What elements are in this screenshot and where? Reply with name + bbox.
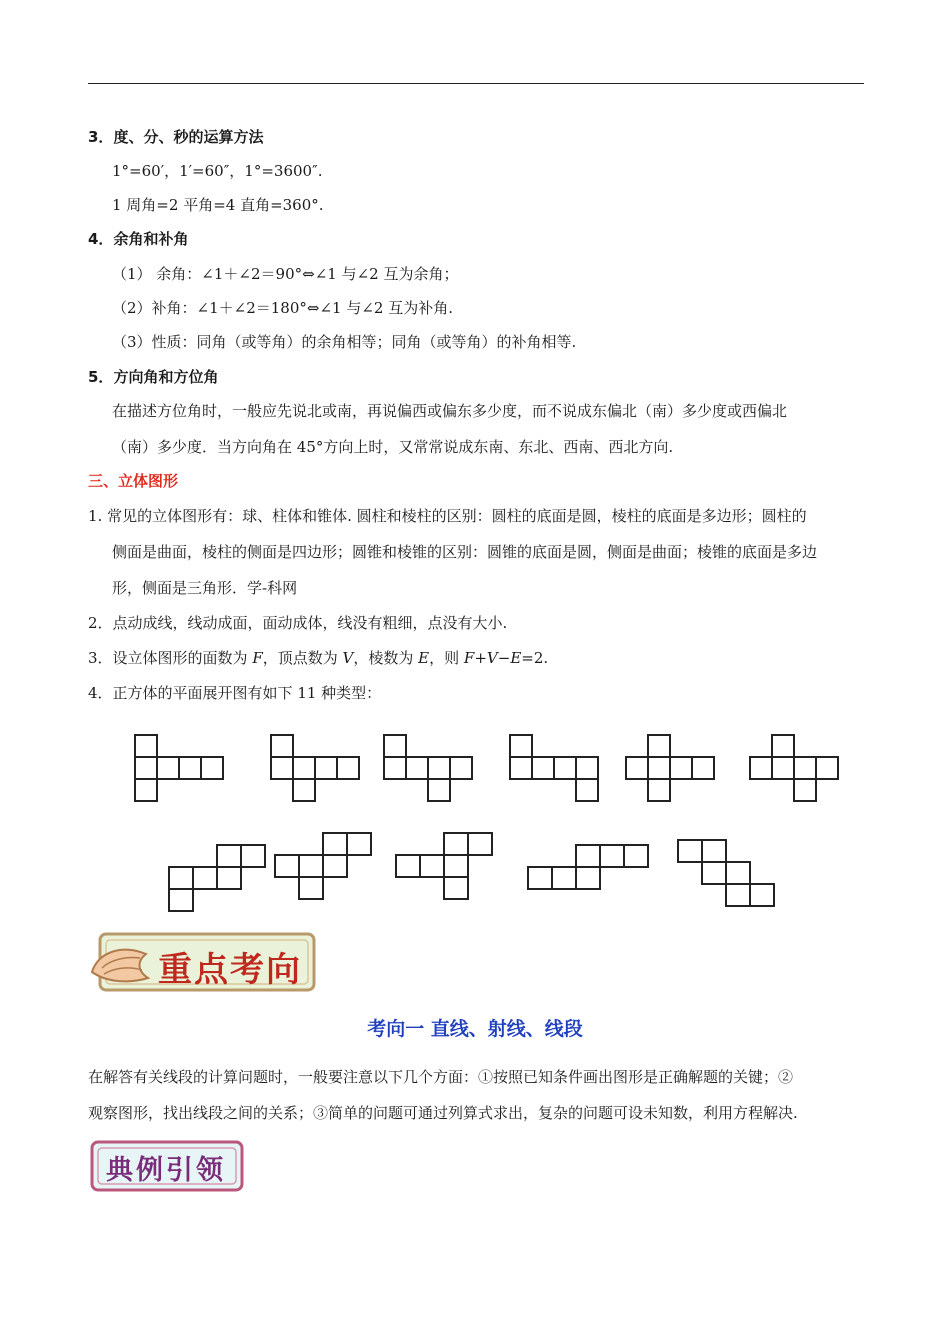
example-banner-title: 典例引领 xyxy=(106,1155,226,1186)
cube-net-11 xyxy=(678,840,774,906)
p3-line: 3．设立体图形的面数为 F，顶点数为 V，棱数为 E，则 F+V−E=2. xyxy=(88,649,549,667)
cube-net-7 xyxy=(169,845,265,911)
conch-shell-icon xyxy=(88,938,152,988)
s3-heading: 3．度、分、秒的运算方法 xyxy=(88,128,264,146)
p1-line3: 形，侧面是三角形．学-科网 xyxy=(112,579,298,597)
cube-net-9 xyxy=(396,833,492,899)
cube-net-4 xyxy=(510,735,598,801)
topic1-line2: 观察图形，找出线段之间的关系；③简单的问题可通过列算式求出，复杂的问题可设未知数，利用方程解决. xyxy=(88,1104,798,1122)
p1-line1: 1. 常见的立体图形有：球、柱体和锥体. 圆柱和棱柱的区别：圆柱的底面是圆，棱柱的底面是多边形；圆柱的 xyxy=(88,507,807,525)
cube-net-3 xyxy=(384,735,472,801)
topic1-title: 考向一 直线、射线、线段 xyxy=(367,1018,583,1040)
focus-banner xyxy=(88,930,318,994)
s3-line2: 1 周角=2 平角=4 直角=360°. xyxy=(112,196,324,214)
topic1-line1: 在解答有关线段的计算问题时，一般要注意以下几个方面：①按照已知条件画出图形是正确解题的关键；② xyxy=(88,1068,794,1086)
p1-line2: 侧面是曲面，棱柱的侧面是四边形；圆锥和棱锥的区别：圆锥的底面是圆，侧面是曲面；棱锥的底面是多边 xyxy=(112,543,818,561)
s4-line3: （3）性质：同角（或等角）的余角相等；同角（或等角）的补角相等. xyxy=(112,333,577,351)
s4-heading: 4．余角和补角 xyxy=(88,230,189,248)
focus-banner-title: 重点考向 xyxy=(158,950,302,990)
p2-line: 2．点动成线，线动成面，面动成体，线没有粗细，点没有大小. xyxy=(88,614,508,632)
example-banner xyxy=(88,1138,246,1194)
s5-heading: 5．方向角和方位角 xyxy=(88,368,219,386)
cube-net-6 xyxy=(750,735,838,801)
s4-line1: （1） 余角：∠1＋∠2＝90°⇔∠1 与∠2 互为余角； xyxy=(112,265,459,283)
cube-net-8 xyxy=(275,833,371,899)
section3-title: 三、立体图形 xyxy=(88,472,179,490)
s3-line1: 1°=60′，1′=60″，1°=3600″. xyxy=(112,162,323,180)
cube-net-10 xyxy=(528,845,648,889)
s5-line1: 在描述方位角时，一般应先说北或南，再说偏西或偏东多少度，而不说成东偏北（南）多少度或西偏北 xyxy=(112,402,788,420)
s5-line2: （南）多少度．当方向角在 45°方向上时，又常常说成东南、东北、西南、西北方向. xyxy=(112,438,674,456)
cube-net-2 xyxy=(271,735,359,801)
p4-line: 4．正方体的平面展开图有如下 11 种类型： xyxy=(88,684,382,702)
s4-line2: （2）补角：∠1＋∠2＝180°⇔∠1 与∠2 互为补角. xyxy=(112,299,453,317)
cube-net-1 xyxy=(135,735,223,801)
cube-net-5 xyxy=(626,735,714,801)
